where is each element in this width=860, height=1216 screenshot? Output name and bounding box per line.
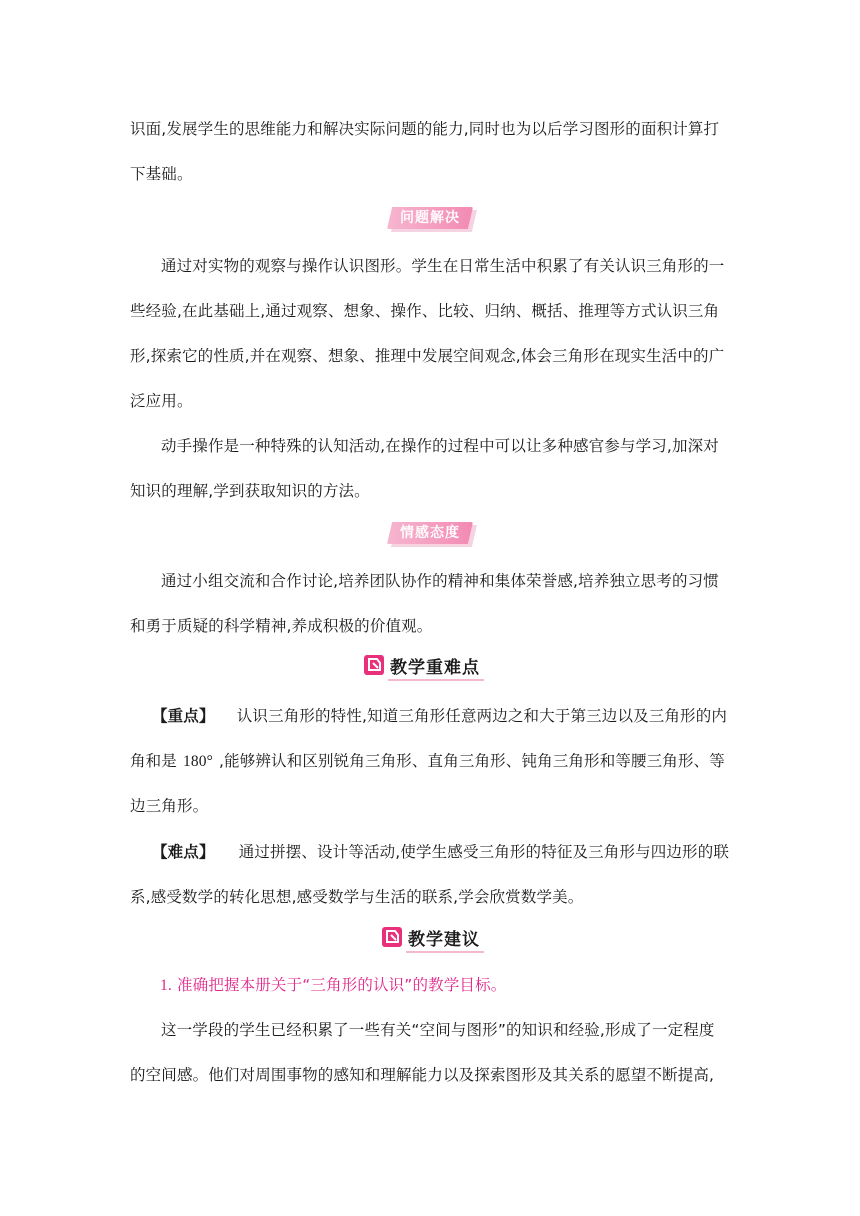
text-line: 些经验,在此基础上,通过观察、想象、操作、比较、归纳、概括、推理等方式认识三角 xyxy=(130,302,720,320)
tag-emotional-attitude xyxy=(387,522,473,544)
text-line: 的空间感。他们对周围事物的感知和理解能力以及探索图形及其关系的愿望不断提高, xyxy=(130,1066,715,1084)
key-point-text: 认识三角形的特性,知道三角形任意两边之和大于第三边以及三角形的内 xyxy=(236,707,727,725)
text-line: 角和是 180° ,能够辨认和区别锐角三角形、直角三角形、钝角三角形和等腰三角形、等 xyxy=(130,749,730,774)
section-heading-key-points xyxy=(364,652,480,678)
text-line: 这一学段的学生已经积累了一些有关“空间与图形”的知识和经验,形成了一定程度 xyxy=(161,1021,715,1039)
difficult-point-line xyxy=(130,840,730,864)
tag-problem-solving xyxy=(387,207,473,229)
key-point-line xyxy=(130,704,730,728)
suggestion-number: 1. xyxy=(160,977,172,994)
text-line: 和勇于质疑的科学精神,养成积极的价值观。 xyxy=(130,617,433,635)
text-line: 泛应用。 xyxy=(130,392,193,410)
difficult-point-text: 通过拼摆、设计等活动,使学生感受三角形的特征及三角形与四边形的联 xyxy=(238,843,729,861)
section-title: 教学重难点 xyxy=(390,653,480,678)
tag-label: 情感态度 xyxy=(400,525,460,541)
text-line: 动手操作是一种特殊的认知活动,在操作的过程中可以让多种感官参与学习,加深对 xyxy=(161,437,719,455)
text-line: 通过小组交流和合作讨论,培养团队协作的精神和集体荣誉感,培养独立思考的习惯 xyxy=(161,572,719,590)
text-line: 系,感受数学的转化思想,感受数学与生活的联系,学会欣赏数学美。 xyxy=(130,888,584,906)
text-line: 下基础。 xyxy=(130,165,193,183)
suggestion-item xyxy=(130,973,730,998)
suggestion-text: 准确把握本册关于“三角形的认识”的教学目标。 xyxy=(177,976,507,994)
section-heading-teaching-suggestions xyxy=(382,924,480,950)
angle-value: 180° xyxy=(182,753,214,770)
section-marker-icon xyxy=(382,927,402,947)
text-line: 形,探索它的性质,并在观察、想象、推理中发展空间观念,体会三角形在现实生活中的广 xyxy=(130,347,725,365)
difficult-point-label: 【难点】 xyxy=(152,843,215,861)
section-marker-icon xyxy=(364,655,384,675)
section-title: 教学建议 xyxy=(408,925,480,950)
key-point-label: 【重点】 xyxy=(152,707,215,725)
text-line: 识面,发展学生的思维能力和解决实际问题的能力,同时也为以后学习图形的面积计算打 xyxy=(130,120,720,138)
text-line: 通过对实物的观察与操作认识图形。学生在日常生活中积累了有关认识三角形的一 xyxy=(161,257,725,275)
text-line: 边三角形。 xyxy=(130,797,209,815)
text-line: 知识的理解,学到获取知识的方法。 xyxy=(130,482,370,500)
tag-label: 问题解决 xyxy=(400,210,460,226)
